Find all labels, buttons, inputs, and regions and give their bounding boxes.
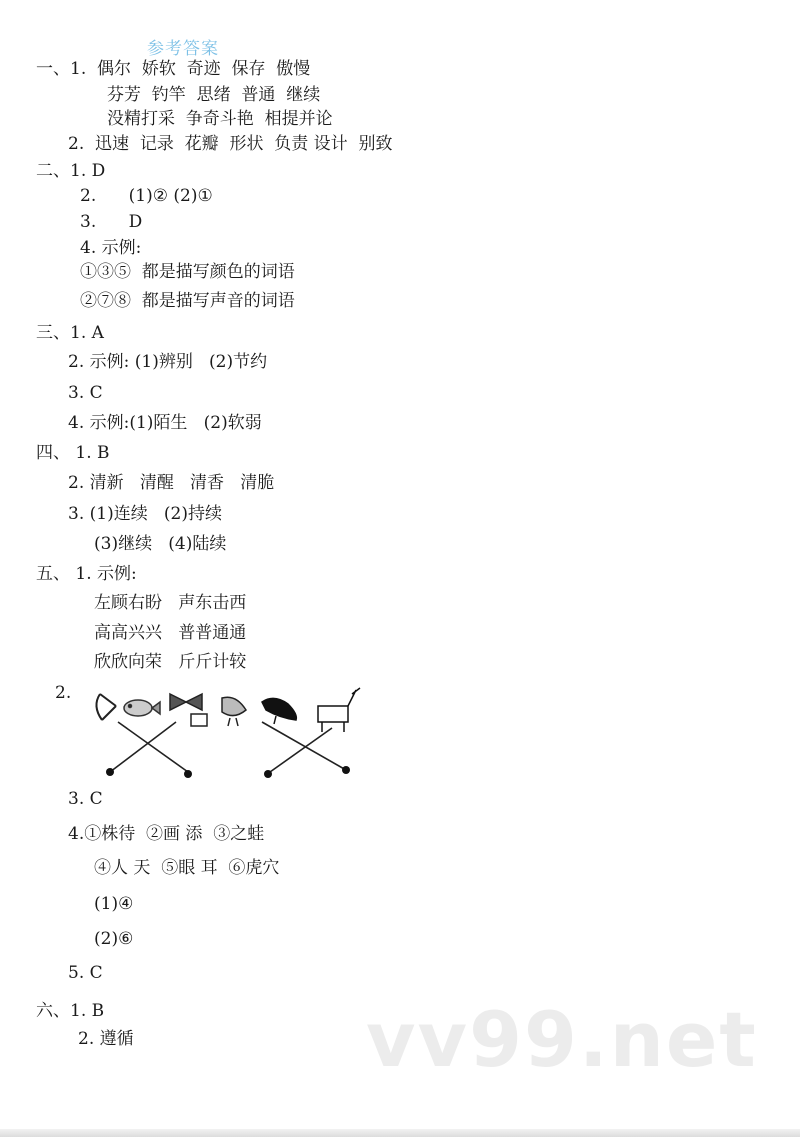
answer-line: 五、 1. 示例: [36, 564, 137, 584]
answer-line: 2. [55, 683, 72, 703]
bird-icon [222, 697, 246, 726]
answer-line: 二、1. D [36, 161, 106, 181]
answer-line: 3. C [68, 383, 103, 403]
answer-line: 四、 1. B [36, 443, 110, 463]
answer-line: 2. 迅速 记录 花瓣 形状 负责 设计 别致 [68, 134, 393, 154]
answer-line: 三、1. A [36, 323, 104, 343]
answer-line: (2)⑥ [94, 929, 134, 949]
answer-line: ①③⑤ 都是描写颜色的词语 [80, 262, 295, 282]
matching-diagram [90, 680, 370, 780]
watermark: vv99.net [366, 995, 758, 1084]
answer-line: 芬芳 钓竿 思绪 普通 继续 [107, 85, 321, 105]
answer-line: 4.①株待 ②画 添 ③之蛙 [68, 824, 265, 844]
matching-dots [106, 766, 350, 778]
answer-line: 2. 遵循 [78, 1029, 134, 1049]
answer-line: 4. 示例: [80, 238, 142, 258]
butterfly-icon [170, 694, 207, 726]
bow-icon [96, 694, 116, 720]
answer-line: ④人 天 ⑤眼 耳 ⑥虎穴 [94, 858, 280, 878]
answer-line: 3. D [80, 212, 143, 232]
answer-line: 5. C [68, 963, 103, 983]
matching-lines [110, 722, 346, 772]
answer-line: 3. C [68, 789, 103, 809]
page-bottom-edge [0, 1129, 800, 1137]
answer-line: 高高兴兴 普普通通 [94, 623, 247, 643]
deer-icon [318, 688, 360, 732]
answer-line: 欣欣向荣 斤斤计较 [94, 652, 247, 672]
answer-line: 4. 示例:(1)陌生 (2)软弱 [68, 413, 262, 433]
answer-line: 3. (1)连续 (2)持续 [68, 504, 222, 524]
answer-line: 2. 清新 清醒 清香 清脆 [68, 473, 275, 493]
answer-line: 2. (1)② (2)① [80, 186, 213, 206]
answer-line: 2. 示例: (1)辨别 (2)节约 [68, 352, 268, 372]
answer-line: 六、1. B [36, 1001, 105, 1021]
page-title: 参考答案 [147, 39, 219, 59]
fish-icon [124, 700, 160, 716]
answer-line: (1)④ [94, 894, 134, 914]
answer-line: 一、1. 偶尔 娇软 奇迹 保存 傲慢 [36, 59, 311, 79]
answer-line: 没精打采 争奇斗艳 相提并论 [107, 109, 333, 129]
answer-line: ②⑦⑧ 都是描写声音的词语 [80, 291, 295, 311]
crow-icon [262, 698, 296, 724]
answer-line: 左顾右盼 声东击西 [94, 593, 247, 613]
answer-line: (3)继续 (4)陆续 [94, 534, 227, 554]
